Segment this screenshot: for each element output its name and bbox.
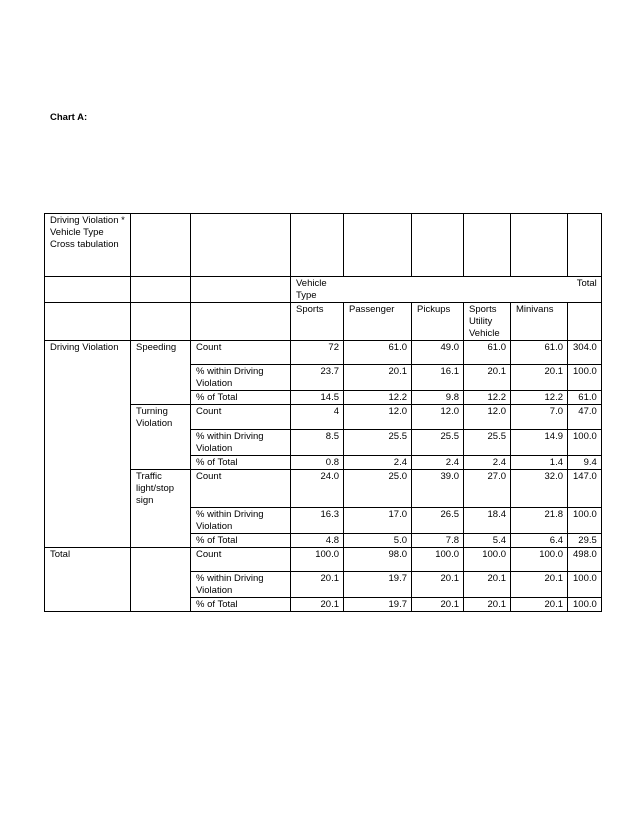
row-sub-label: [131, 364, 191, 390]
total-cell: 100.0: [568, 507, 602, 533]
value-cell: 20.1: [511, 571, 568, 597]
empty-cell: [45, 303, 131, 341]
statistic-label: % of Total: [191, 533, 291, 548]
table-row: [45, 456, 602, 470]
empty-cell: [464, 214, 511, 277]
table-row: [45, 404, 602, 430]
value-cell: 1.4: [511, 456, 568, 470]
row-sub-label: [131, 571, 191, 597]
value-cell: 2.4: [344, 456, 412, 470]
value-cell: 61.0: [511, 341, 568, 365]
value-cell: 0.8: [291, 456, 344, 470]
statistic-label: Count: [191, 404, 291, 430]
row-sub-label: [131, 507, 191, 533]
value-cell: 2.4: [412, 456, 464, 470]
value-cell: 4.8: [291, 533, 344, 548]
row-group-label: Driving Violation: [45, 341, 131, 365]
empty-cell: [568, 214, 602, 277]
empty-cell: [412, 277, 464, 303]
empty-cell: [464, 277, 511, 303]
total-cell: 47.0: [568, 404, 602, 430]
value-cell: 19.7: [344, 597, 412, 612]
value-cell: 25.5: [412, 430, 464, 456]
value-cell: 21.8: [511, 507, 568, 533]
value-cell: 7.0: [511, 404, 568, 430]
empty-cell: [291, 214, 344, 277]
table-row: [45, 390, 602, 404]
value-cell: 14.9: [511, 430, 568, 456]
value-cell: 4: [291, 404, 344, 430]
row-sub-label: Speeding: [131, 341, 191, 365]
row-group-label: [45, 470, 131, 508]
value-cell: 98.0: [344, 548, 412, 572]
value-cell: 61.0: [464, 341, 511, 365]
row-group-label: [45, 571, 131, 597]
empty-cell: [191, 303, 291, 341]
crosstab-title: Driving Violation * Vehicle Type Cross tabulation: [45, 214, 131, 277]
table-row: [45, 548, 602, 572]
value-cell: 8.5: [291, 430, 344, 456]
value-cell: 6.4: [511, 533, 568, 548]
value-cell: 25.5: [344, 430, 412, 456]
row-sub-label: [131, 533, 191, 548]
value-cell: 16.1: [412, 364, 464, 390]
row-group-label: [45, 430, 131, 456]
value-cell: 24.0: [291, 470, 344, 508]
statistic-label: % of Total: [191, 597, 291, 612]
empty-cell: [511, 214, 568, 277]
column-header: Minivans: [511, 303, 568, 341]
table-row: [45, 470, 602, 508]
value-cell: 2.4: [464, 456, 511, 470]
empty-cell: [344, 214, 412, 277]
value-cell: 39.0: [412, 470, 464, 508]
total-cell: 147.0: [568, 470, 602, 508]
value-cell: 26.5: [412, 507, 464, 533]
row-group-label: [45, 456, 131, 470]
row-group-label: [45, 364, 131, 390]
value-cell: 17.0: [344, 507, 412, 533]
value-cell: 32.0: [511, 470, 568, 508]
value-cell: 100.0: [412, 548, 464, 572]
value-cell: 14.5: [291, 390, 344, 404]
value-cell: 20.1: [464, 571, 511, 597]
row-group-label: [45, 404, 131, 430]
empty-cell: [45, 277, 131, 303]
row-sub-label: Turning Violation: [131, 404, 191, 430]
value-cell: 100.0: [511, 548, 568, 572]
empty-cell: [511, 277, 568, 303]
empty-cell: [131, 303, 191, 341]
value-cell: 20.1: [464, 597, 511, 612]
row-group-label: [45, 597, 131, 612]
value-cell: 20.1: [511, 364, 568, 390]
total-cell: 61.0: [568, 390, 602, 404]
value-cell: 12.2: [344, 390, 412, 404]
table-row: [45, 364, 602, 390]
value-cell: 5.0: [344, 533, 412, 548]
column-header: Passenger: [344, 303, 412, 341]
empty-cell: [412, 214, 464, 277]
table-row: [45, 341, 602, 365]
total-header: Total: [568, 277, 602, 303]
table-row: [45, 430, 602, 456]
table-row: [45, 597, 602, 612]
empty-cell: [191, 214, 291, 277]
table-row: [45, 533, 602, 548]
value-cell: 20.1: [291, 571, 344, 597]
header-title-row: [45, 214, 602, 277]
total-cell: 100.0: [568, 597, 602, 612]
statistic-label: % of Total: [191, 456, 291, 470]
statistic-label: % within Driving Violation: [191, 364, 291, 390]
vehicle-type-header: Vehicle Type: [291, 277, 344, 303]
value-cell: 9.8: [412, 390, 464, 404]
value-cell: 72: [291, 341, 344, 365]
statistic-label: % within Driving Violation: [191, 571, 291, 597]
value-cell: 25.0: [344, 470, 412, 508]
value-cell: 19.7: [344, 571, 412, 597]
row-sub-label: [131, 390, 191, 404]
row-group-label: [45, 533, 131, 548]
total-cell: 100.0: [568, 430, 602, 456]
value-cell: 12.0: [412, 404, 464, 430]
statistic-label: Count: [191, 548, 291, 572]
crosstab-table: [44, 213, 602, 612]
total-cell: 29.5: [568, 533, 602, 548]
value-cell: 12.2: [511, 390, 568, 404]
statistic-label: % within Driving Violation: [191, 430, 291, 456]
row-group-label: Total: [45, 548, 131, 572]
value-cell: 20.1: [511, 597, 568, 612]
empty-cell: [131, 214, 191, 277]
row-group-label: [45, 390, 131, 404]
value-cell: 18.4: [464, 507, 511, 533]
value-cell: 100.0: [291, 548, 344, 572]
value-cell: 20.1: [412, 597, 464, 612]
statistic-label: Count: [191, 341, 291, 365]
total-cell: 498.0: [568, 548, 602, 572]
header-group-row: [45, 277, 602, 303]
total-cell: 304.0: [568, 341, 602, 365]
value-cell: 12.2: [464, 390, 511, 404]
value-cell: 27.0: [464, 470, 511, 508]
value-cell: 25.5: [464, 430, 511, 456]
value-cell: 23.7: [291, 364, 344, 390]
total-cell: 100.0: [568, 364, 602, 390]
value-cell: 100.0: [464, 548, 511, 572]
value-cell: 12.0: [344, 404, 412, 430]
table-row: [45, 507, 602, 533]
value-cell: 16.3: [291, 507, 344, 533]
row-sub-label: Traffic light/stop sign: [131, 470, 191, 508]
total-cell: 9.4: [568, 456, 602, 470]
value-cell: 20.1: [344, 364, 412, 390]
value-cell: 7.8: [412, 533, 464, 548]
total-cell: 100.0: [568, 571, 602, 597]
column-header: Sports Utility Vehicle: [464, 303, 511, 341]
value-cell: 20.1: [464, 364, 511, 390]
chart-label: Chart A:: [50, 112, 88, 123]
row-sub-label: [131, 548, 191, 572]
value-cell: 61.0: [344, 341, 412, 365]
statistic-label: Count: [191, 470, 291, 508]
value-cell: 12.0: [464, 404, 511, 430]
empty-cell: [131, 277, 191, 303]
column-header: Pickups: [412, 303, 464, 341]
statistic-label: % within Driving Violation: [191, 507, 291, 533]
row-sub-label: [131, 597, 191, 612]
column-header: Sports: [291, 303, 344, 341]
value-cell: 20.1: [412, 571, 464, 597]
header-columns-row: [45, 303, 602, 341]
empty-cell: [568, 303, 602, 341]
row-sub-label: [131, 430, 191, 456]
value-cell: 49.0: [412, 341, 464, 365]
value-cell: 5.4: [464, 533, 511, 548]
row-sub-label: [131, 456, 191, 470]
empty-cell: [344, 277, 412, 303]
statistic-label: % of Total: [191, 390, 291, 404]
value-cell: 20.1: [291, 597, 344, 612]
empty-cell: [191, 277, 291, 303]
row-group-label: [45, 507, 131, 533]
table-row: [45, 571, 602, 597]
